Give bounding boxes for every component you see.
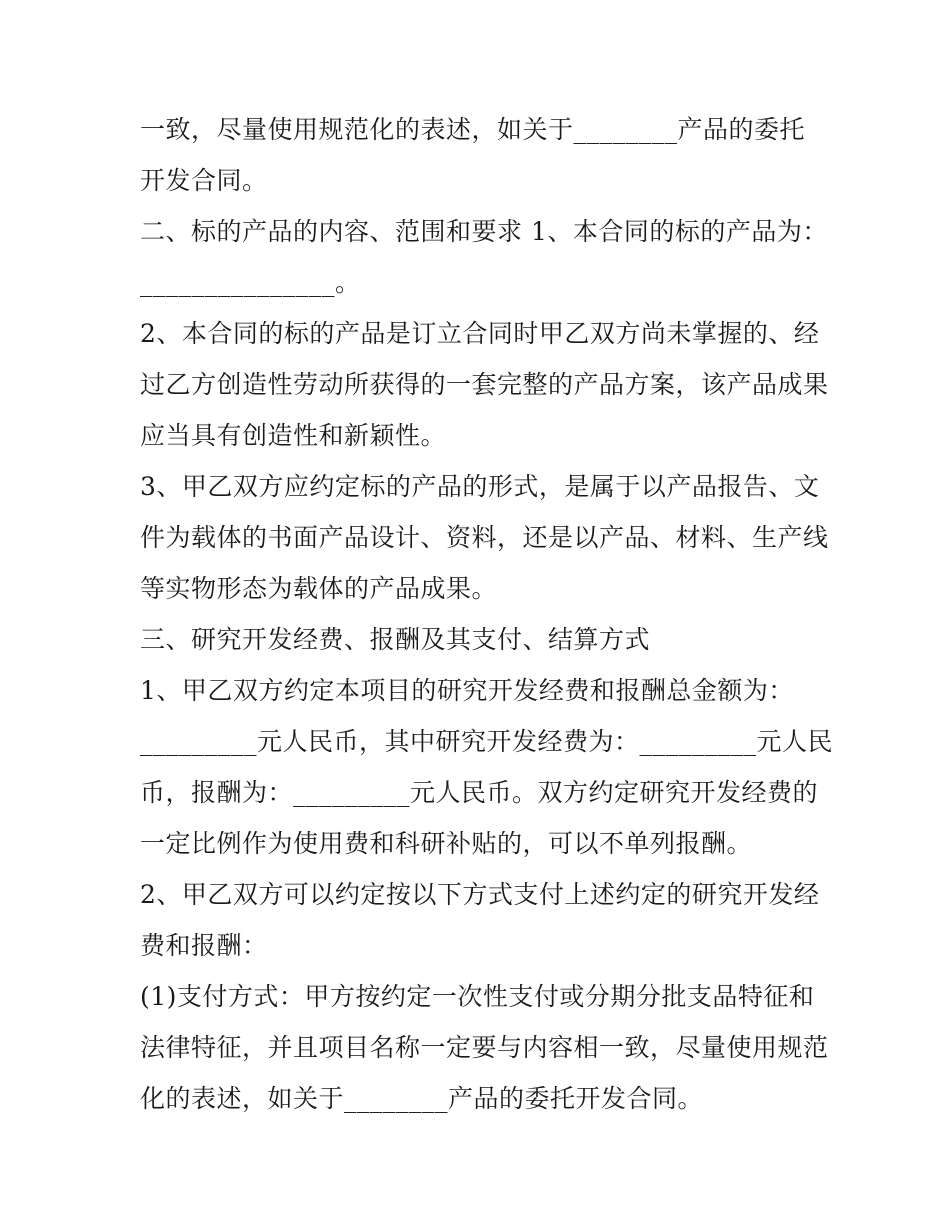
text-line: 1、甲乙双方约定本项目的研究开发经费和报酬总金额为：	[140, 676, 794, 705]
text-line: 件为载体的书面产品设计、资料，还是以产品、材料、生产线	[140, 523, 829, 552]
text-line: (1)支付方式：甲方按约定一次性支付或分期分批支品特征和	[140, 982, 815, 1011]
text-line: _________元人民币，其中研究开发经费为：_________元人民	[140, 727, 834, 756]
text-line: 应当具有创造性和新颖性。	[140, 421, 447, 450]
text-line: 3、甲乙双方应约定标的产品的形式，是属于以产品报告、文	[140, 472, 820, 501]
document-body	[140, 104, 834, 1124]
section-heading: 三、研究开发经费、报酬及其支付、结算方式	[140, 625, 651, 654]
text-line: 2、本合同的标的产品是订立合同时甲乙双方尚未掌握的、经	[140, 319, 820, 348]
text-line: 币，报酬为：_________元人民币。双方约定研究开发经费的	[140, 778, 819, 807]
text-line: 法律特征，并且项目名称一定要与内容相一致，尽量使用规范	[140, 1033, 829, 1062]
text-line: 一定比例作为使用费和科研补贴的，可以不单列报酬。	[140, 829, 753, 858]
text-line: 化的表述，如关于________产品的委托开发合同。	[140, 1084, 704, 1113]
text-line: 过乙方创造性劳动所获得的一套完整的产品方案，该产品成果	[140, 370, 829, 399]
text-line: 费和报酬：	[140, 931, 268, 960]
text-line: _______________。	[140, 268, 361, 297]
text-line: 2、甲乙双方可以约定按以下方式支付上述约定的研究开发经	[140, 880, 820, 909]
text-line: 等实物形态为载体的产品成果。	[140, 574, 498, 603]
section-heading: 二、标的产品的内容、范围和要求 1、本合同的标的产品为：	[140, 217, 828, 246]
text-line: 一致，尽量使用规范化的表述，如关于________产品的委托	[140, 115, 806, 144]
text-line: 开发合同。	[140, 166, 268, 195]
